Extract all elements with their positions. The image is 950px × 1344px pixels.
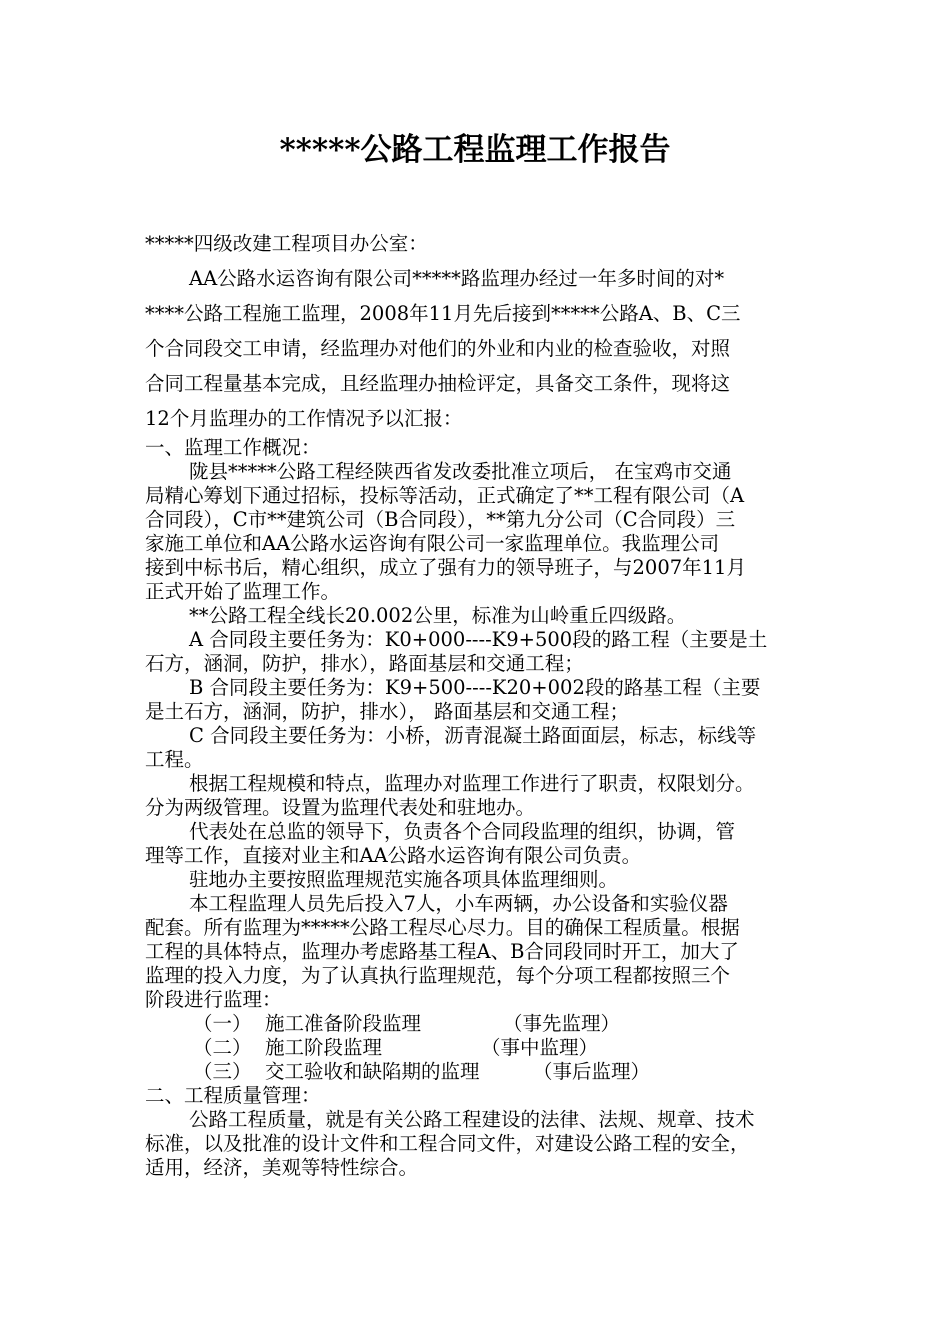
- paragraph-line: A 合同段主要任务为：K0+000----K9+500段的路工程（主要是土: [189, 628, 768, 651]
- stage-note: （事后监理）: [533, 1060, 651, 1083]
- stage-note: （事先监理）: [503, 1012, 621, 1035]
- stage-name: 施工阶段监理: [265, 1036, 383, 1059]
- stage-item: [145, 1012, 825, 1036]
- intro-line: AA公路水运咨询有限公司*****路监理办经过一年多时间的对*: [189, 267, 725, 290]
- report-body: [145, 226, 825, 1180]
- stage-number: （二）: [193, 1036, 252, 1059]
- stage-number: （三）: [193, 1060, 252, 1083]
- intro-line: ****公路工程施工监理，2008年11月先后接到*****公路A、B、C三: [145, 302, 741, 325]
- paragraph-line: C 合同段主要任务为：小桥，沥青混凝土路面面层，标志，标线等: [189, 724, 757, 747]
- paragraph-line: B 合同段主要任务为：K9+500----K20+002段的路基工程（主要: [189, 676, 761, 699]
- paragraph-line: 接到中标书后，精心组织，成立了强有力的领导班子，与2007年11月: [145, 556, 746, 579]
- paragraph-line: 标准，以及批准的设计文件和工程合同文件，对建设公路工程的安全，: [145, 1132, 750, 1155]
- paragraph-line: 分为两级管理。设置为监理代表处和驻地办。: [145, 796, 536, 819]
- stage-name: 施工准备阶段监理: [265, 1012, 422, 1035]
- paragraph-line: 理等工作，直接对业主和AA公路水运咨询有限公司负责。: [145, 844, 642, 867]
- paragraph-line: 是土石方，涵洞，防护，排水）， 路面基层和交通工程；: [145, 700, 629, 723]
- intro-line: 合同工程量基本完成，且经监理办抽检评定，具备交工条件，现将这: [145, 372, 731, 395]
- paragraph-line: 适用，经济，美观等特性综合。: [145, 1156, 419, 1179]
- paragraph-line: 陇县*****公路工程经陕西省发改委批准立项后， 在宝鸡市交通: [189, 460, 732, 483]
- paragraph-line: 石方，涵洞，防护，排水），路面基层和交通工程；: [145, 652, 584, 675]
- intro-section: [145, 226, 825, 436]
- paragraph-line: 代表处在总监的领导下，负责各个合同段监理的组织，协调，管: [189, 820, 736, 843]
- paragraph-line: 合同段），C市**建筑公司（B合同段），**第九分公司（C合同段）三: [145, 508, 736, 531]
- intro-line: 个合同段交工申请，经监理办对他们的外业和内业的检查验收，对照: [145, 337, 731, 360]
- stage-note: （事中监理）: [481, 1036, 599, 1059]
- paragraph-line: 阶段进行监理：: [145, 988, 282, 1011]
- paragraph-line: 家施工单位和AA公路水运咨询有限公司一家监理单位。我监理公司: [145, 532, 720, 555]
- paragraph-line: 工程。: [145, 748, 204, 771]
- paragraph-line: 正式开始了监理工作。: [145, 580, 341, 603]
- report-title: *****公路工程监理工作报告: [279, 132, 671, 168]
- paragraph-line: 根据工程规模和特点，监理办对监理工作进行了职责，权限划分。: [189, 772, 755, 795]
- section-1: [145, 436, 825, 1180]
- paragraph-line: 监理的投入力度，为了认真执行监理规范，每个分项工程都按照三个: [145, 964, 731, 987]
- paragraph-line: 公路工程质量，就是有关公路工程建设的法律、法规、规章、技术: [189, 1108, 755, 1131]
- stage-name: 交工验收和缺陷期的监理: [265, 1060, 480, 1083]
- paragraph-line: 配套。所有监理为*****公路工程尽心尽力。目的确保工程质量。根据: [145, 916, 740, 939]
- stage-number: （一）: [193, 1012, 252, 1035]
- paragraph-line: 驻地办主要按照监理规范实施各项具体监理细则。: [189, 868, 619, 891]
- paragraph-line: 局精心筹划下通过招标，投标等活动，正式确定了**工程有限公司（A: [145, 484, 745, 507]
- addressee-line: *****四级改建工程项目办公室：: [145, 232, 428, 255]
- stage-item: [145, 1036, 825, 1060]
- paragraph-line: 本工程监理人员先后投入7人，小车两辆，办公设备和实验仪器: [189, 892, 728, 915]
- paragraph-line: **公路工程全线长20.002公里，标准为山岭重丘四级路。: [189, 604, 687, 627]
- stage-item: [145, 1060, 825, 1084]
- section-heading: 一、监理工作概况：: [145, 436, 321, 459]
- section-heading: 二、工程质量管理：: [145, 1084, 321, 1107]
- intro-line: 12个月监理办的工作情况予以汇报：: [145, 407, 463, 430]
- paragraph-line: 工程的具体特点，监理办考虑路基工程A、B合同段同时开工，加大了: [145, 940, 739, 963]
